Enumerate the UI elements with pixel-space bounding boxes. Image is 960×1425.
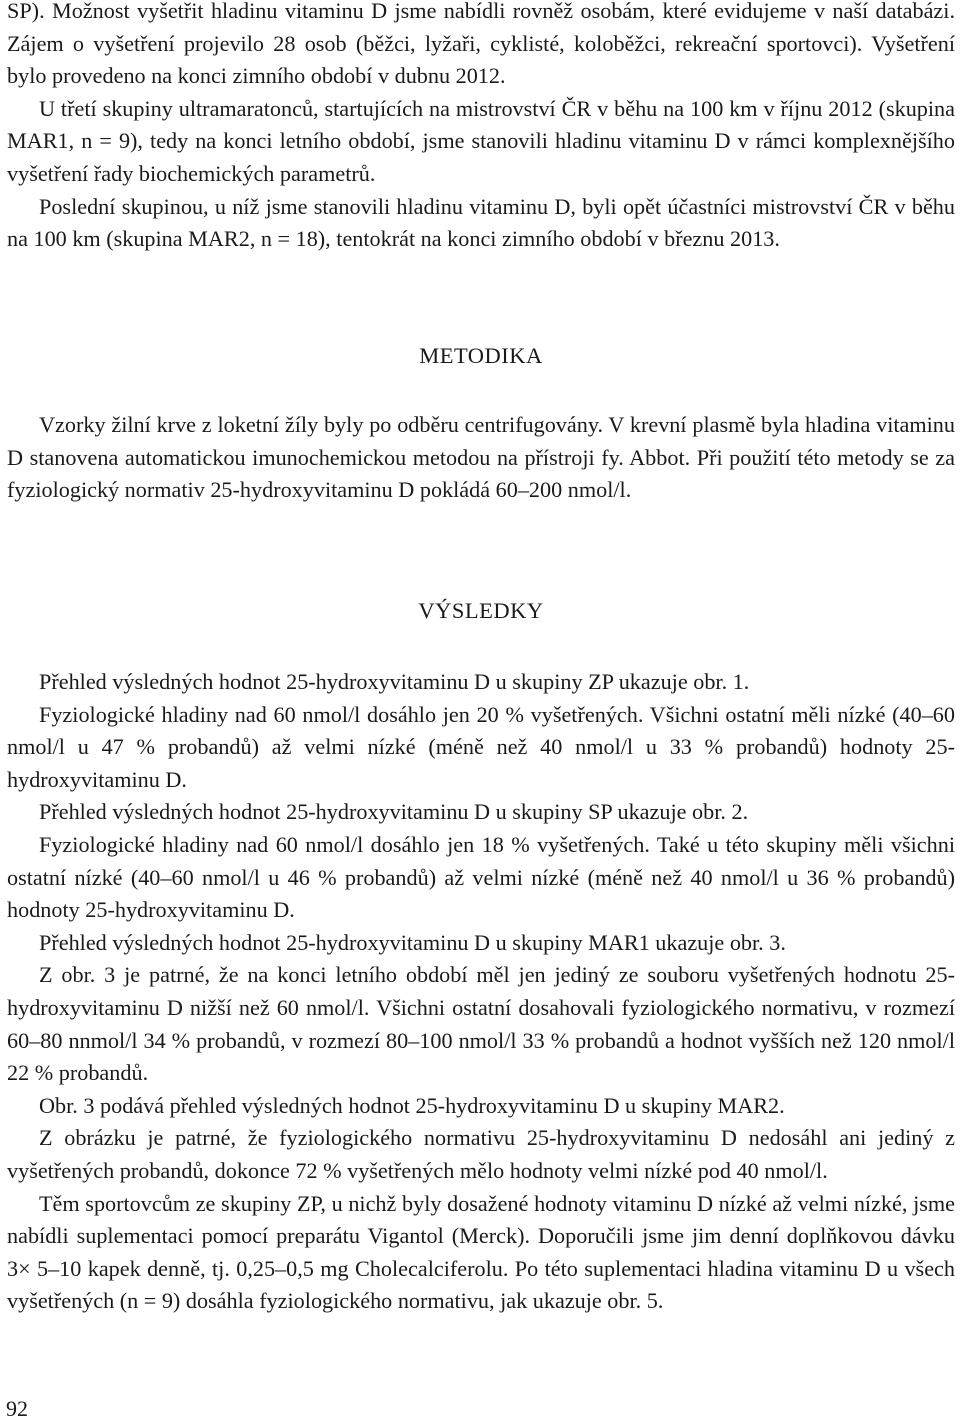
- intro-paragraph: U třetí skupiny ultramaratonců, startujících na mistrovství ČR v běhu na 100 km v říjnu 2012 (skupina MAR1, n = 9), tedy na konci letního období, jsme stanovili hladinu vitaminu D v rámci komplexnějšího vyšetření řady biochemických parametrů.: [7, 95, 955, 186]
- vysledky-paragraph: Z obr. 3 je patrné, že na konci letního období měl jen jediný ze souboru vyšetřených hodnotu 25-hydroxyvitaminu D nižší než 60 nmol/l. Všichni ostatní dosahovali fyziologického normativu, v rozmezí 60–80 nnmol/l 34 % probandů, v rozmezí 80–100 nmol/l 33 % probandů a hodnot vyšších než 120 nmol/l 22 % probandů.: [7, 962, 955, 1086]
- intro-paragraph: Poslední skupinou, u níž jsme stanovili hladinu vitaminu D, byli opět účastníci mistrovství ČR v běhu na 100 km (skupina MAR2, n = 18), tentokrát na konci zimního období v březnu 2013.: [7, 193, 955, 252]
- intro-paragraph: SP). Možnost vyšetřit hladinu vitaminu D jsme nabídli rovněž osobám, které evidujeme v naší databázi. Zájem o vyšetření projevilo 28 osob (běžci, lyžaři, cyklisté, koloběžci, rekreační sportovci). Vyšetření bylo provedeno na konci zimního období v dubnu 2012.: [7, 0, 955, 89]
- vysledky-paragraph: Přehled výsledných hodnot 25-hydroxyvitaminu D u skupiny ZP ukazuje obr. 1.: [39, 669, 750, 694]
- vysledky-paragraph: Fyziologické hladiny nad 60 nmol/l dosáhlo jen 20 % vyšetřených. Všichni ostatní měli nízké (40–60 nmol/l u 47 % probandů) až velmi nízké (méně než 40 nmol/l u 33 % probandů) hodnoty 25-hydroxyvitaminu D.: [7, 701, 955, 792]
- section-heading-vysledky: VÝSLEDKY: [418, 598, 544, 623]
- vysledky-paragraph: Fyziologické hladiny nad 60 nmol/l dosáhlo jen 18 % vyšetřených. Také u této skupiny měli všichni ostatní nízké (40–60 nmol/l u 46 % probandů) až velmi nízké (méně než 40 nmol/l u 36 % probandů) hodnoty 25-hydroxyvitaminu D.: [7, 831, 955, 923]
- intro-section: [7, 0, 955, 256]
- vysledky-paragraph: Těm sportovcům ze skupiny ZP, u nichž byly dosažené hodnoty vitaminu D nízké až velmi nízké, jsme nabídli suplementaci pomocí preparátu Vigantol (Merck). Doporučili jsme jim denní doplňkovou dávku 3× 5–10 kapek denně, tj. 0,25–0,5 mg Cholecalciferolu. Po této suplementaci hladina vitaminu D u všech vyšetřených (n = 9) dosáhla fyziologického normativu, jak ukazuje obr. 5.: [7, 1190, 955, 1314]
- vysledky-section: [7, 666, 955, 1318]
- page-number: 92: [6, 1396, 28, 1421]
- vysledky-paragraph: Z obrázku je patrné, že fyziologického normativu 25-hydroxyvitaminu D nedosáhl ani jediný z vyšetřených probandů, dokonce 72 % vyšetřených mělo hodnoty velmi nízké pod 40 nmol/l.: [7, 1125, 955, 1183]
- metodika-section: [7, 409, 955, 507]
- vysledky-paragraph: Obr. 3 podává přehled výsledných hodnot 25-hydroxyvitaminu D u skupiny MAR2.: [39, 1092, 785, 1118]
- metodika-paragraph: Vzorky žilní krve z loketní žíly byly po odběru centrifugovány. V krevní plasmě byla hladina vitaminu D stanovena automatickou imunochemickou metodou na přístroji fy. Abbot. Při použití této metody se za fyziologický normativ 25-hydroxyvitaminu D pokládá 60–200 nmol/l.: [7, 412, 955, 503]
- vysledky-paragraph: Přehled výsledných hodnot 25-hydroxyvitaminu D u skupiny MAR1 ukazuje obr. 3.: [39, 929, 786, 955]
- vysledky-paragraph: Přehled výsledných hodnot 25-hydroxyvitaminu D u skupiny SP ukazuje obr. 2.: [39, 799, 749, 825]
- section-heading-metodika: METODIKA: [419, 343, 543, 368]
